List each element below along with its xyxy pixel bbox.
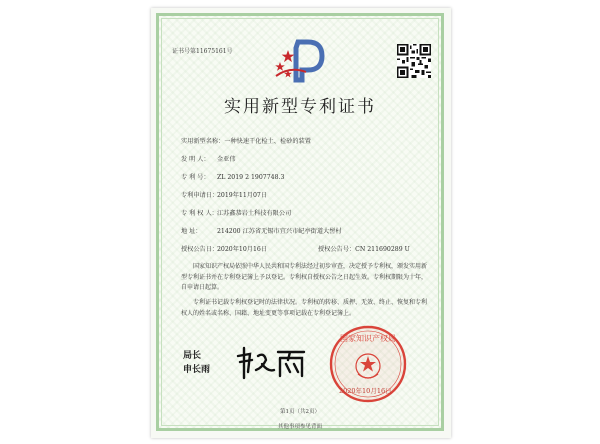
field-value: 江苏鑫恭岩土科技有限公司 (217, 210, 292, 217)
signature-director-name: 申长雨 (183, 365, 211, 375)
legal-status-paragraph: 专利证书记载专利权登记时的法律状况。专利权的转移、质押、无效、终止、恢复和专利权人的姓名或名称、国籍、地址变更等事项记载在专利登记簿上。 (181, 299, 428, 317)
page-indicator: 第1页（共2页） (280, 409, 320, 415)
signature-title-director: 局长 (183, 351, 202, 361)
field-application-date (181, 190, 267, 199)
director-signature (232, 342, 312, 382)
field-grant-number (318, 244, 410, 253)
field-patent-number (181, 172, 284, 181)
certificate-title: 实用新型专利证书 (224, 97, 376, 117)
field-value: 金亚伟 (217, 156, 236, 163)
field-grant-date (181, 244, 267, 253)
field-value: ZL 2019 2 1907748.3 (217, 174, 285, 181)
grant-statement-paragraph: 国家知识产权局依照中华人民共和国专利法经过初步审查，决定授予专利权，颁发实用新型专利证书并在专利登记簿上予以登记。专利权自授权公告之日起生效。专利权期限为十年，自申请日起算。 (181, 263, 428, 291)
field-patentee (181, 208, 291, 217)
field-label: 实用新型名称： (181, 138, 225, 145)
certificate-number: 证书号第11675161号 (172, 48, 233, 55)
field-label: 专 利 号： (181, 174, 210, 181)
field-value: 一种快速干化检土、检砂的装置 (224, 138, 311, 145)
field-inventor (181, 154, 236, 163)
field-utility-name (181, 136, 311, 145)
seal-text: 国家知识产权局 (340, 334, 396, 343)
field-label: 地 址： (181, 228, 202, 235)
field-label: 授权公告号： (318, 246, 356, 253)
qr-code (397, 44, 431, 78)
field-value: 2019年11月07日 (217, 192, 268, 199)
seal-date: 2020年10月16日 (339, 387, 392, 395)
field-value: 2020年10月16日 (217, 246, 268, 253)
field-address (181, 226, 342, 235)
field-value: CN 211690289 U (355, 246, 410, 253)
field-label: 专利申请日： (181, 192, 219, 199)
field-label: 授权公告日： (181, 246, 219, 253)
footer-note: 其他事项参见背面 (277, 424, 322, 430)
cnipa-logo (272, 36, 328, 84)
field-label: 发 明 人： (181, 156, 210, 163)
field-label: 专 利 权 人： (181, 210, 218, 217)
field-value: 214200 江苏省无锡市宜兴市屺亭街道大髻村 (217, 228, 342, 235)
